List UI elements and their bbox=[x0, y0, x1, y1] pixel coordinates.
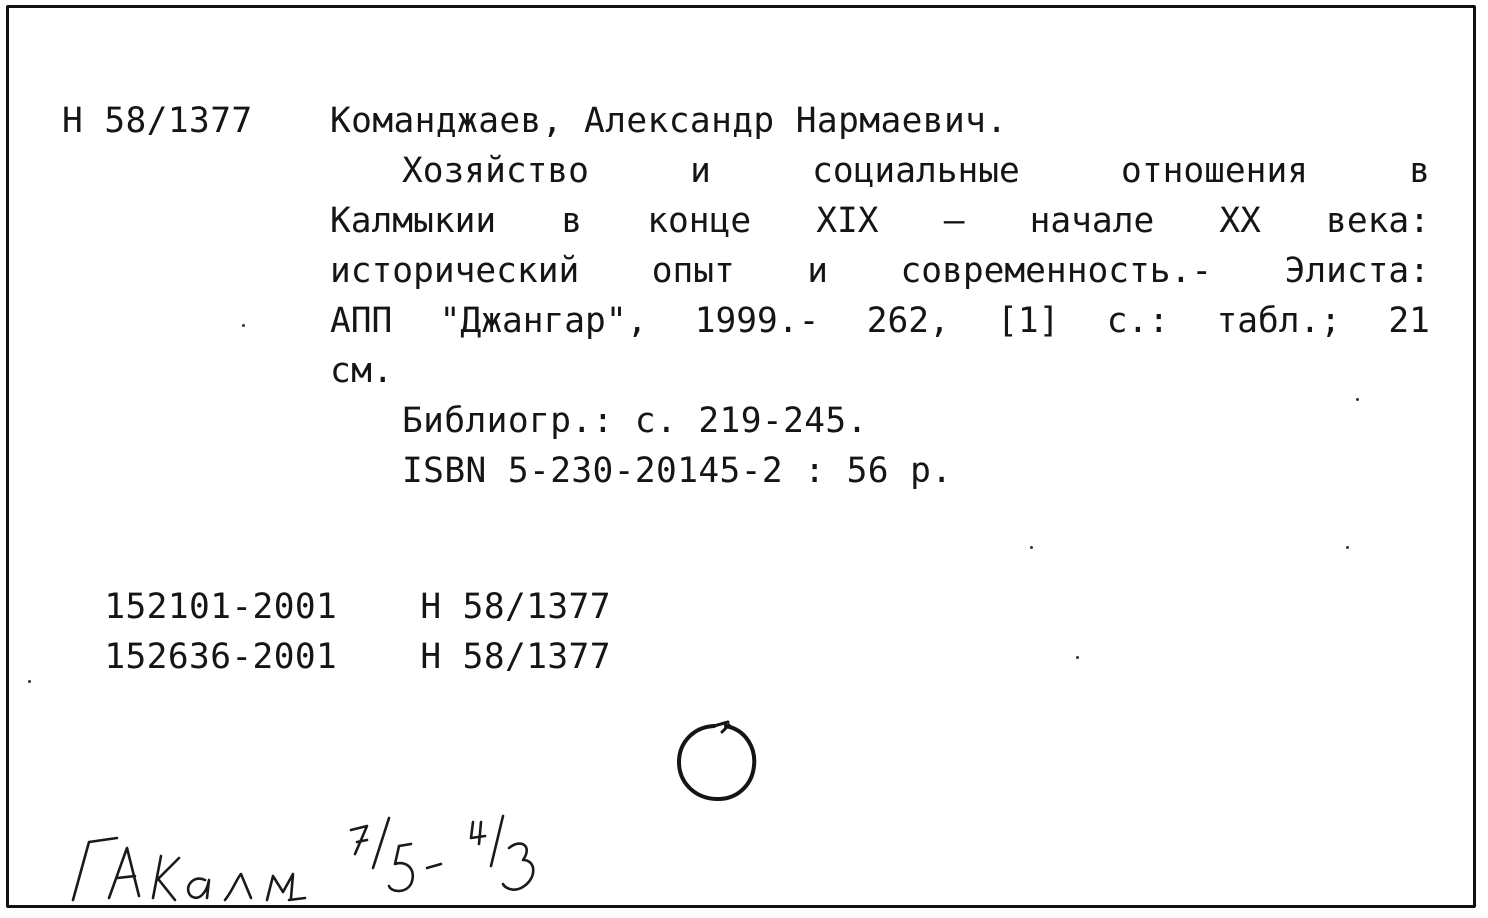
title-line-2: Калмыкии в конце XIX – начале XX века: bbox=[330, 201, 1430, 241]
title-line-4: АПП "Джангар", 1999.- 262, [1] с.: табл.; 21 bbox=[330, 301, 1430, 341]
copy-shelf-mark: Н 58/1377 bbox=[420, 637, 611, 677]
scan-speck bbox=[1030, 546, 1033, 549]
scan-speck bbox=[28, 680, 31, 683]
title-line-3: исторический опыт и современность.- Элиста: bbox=[330, 251, 1430, 291]
scan-speck bbox=[1346, 546, 1349, 549]
shelf-mark: Н 58/1377 bbox=[62, 101, 253, 141]
title-line-5: см. bbox=[330, 351, 394, 391]
copy-row-mark bbox=[378, 600, 611, 676]
scan-speck bbox=[1356, 398, 1359, 401]
bibliography-note: Библиогр.: с. 219-245. bbox=[402, 401, 868, 441]
author-heading: Команджаев, Александр Нармаевич. bbox=[330, 101, 1008, 141]
scan-speck bbox=[1076, 656, 1079, 659]
title-line-1: Хозяйство и социальные отношения в bbox=[402, 151, 1430, 191]
handwritten-note bbox=[55, 808, 595, 908]
copy-shelf-mark: Н 58/1377 bbox=[420, 587, 611, 627]
inventory-number: 152636-2001 bbox=[104, 637, 338, 677]
scan-speck bbox=[242, 324, 245, 327]
isbn-price: ISBN 5-230-20145-2 : 56 р. bbox=[402, 451, 953, 491]
copy-row bbox=[62, 600, 337, 676]
inventory-number: 152101-2001 bbox=[104, 587, 338, 627]
punch-hole-circle bbox=[674, 718, 758, 804]
